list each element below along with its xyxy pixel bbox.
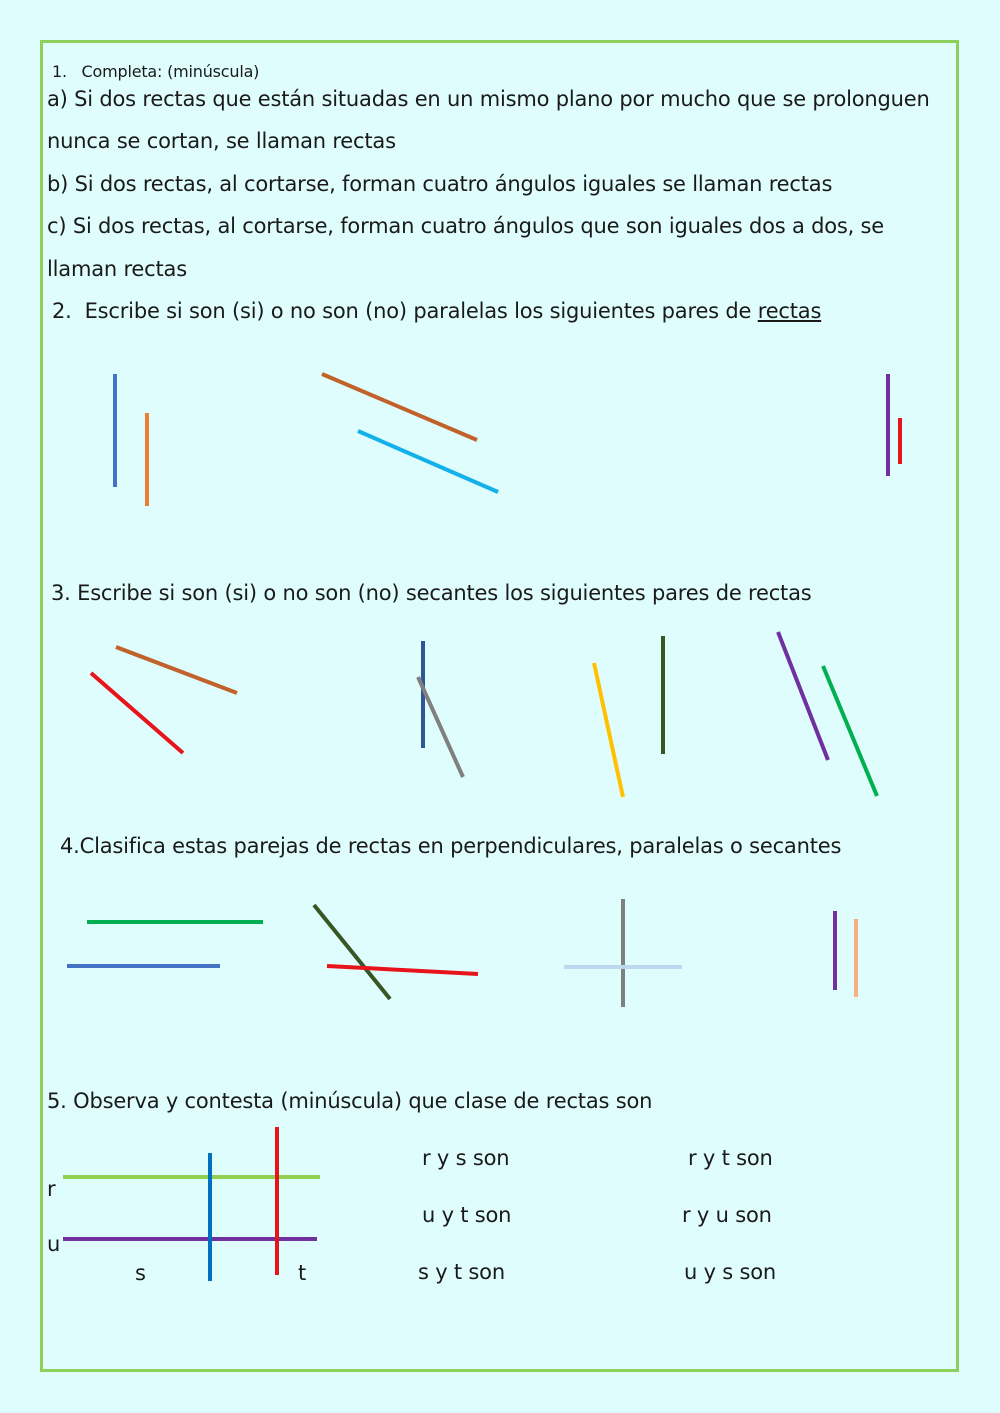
q5-number: 5. [47, 1089, 67, 1113]
q2-number: 2. [52, 299, 72, 323]
q3-pair1-line-b [91, 673, 183, 753]
q2-underlined-word: rectas [757, 299, 822, 323]
prompt-r-t: r y t son [688, 1146, 773, 1170]
q1-a-line1: a) Si dos rectas que están situadas en un mismo plano por mucho que se prolonguen [47, 87, 930, 111]
q4-number: 4. [60, 834, 80, 858]
q3-pair3-line-a [594, 663, 623, 797]
q2-pair2-line-b [358, 431, 498, 492]
q3-pair4-line-b [823, 666, 877, 796]
q3-number: 3. [51, 581, 71, 605]
prompt-u-s: u y s son [684, 1260, 777, 1284]
q2-text: Escribe si son (si) o no son (no) paralelas los siguientes pares de [84, 299, 752, 323]
q1-title: Completa: (minúscula) [81, 62, 260, 81]
q1-number: 1. [52, 62, 67, 81]
label-u: u [47, 1232, 61, 1256]
q2-pair2-line-a [322, 374, 477, 440]
q3-pair1-line-a [116, 647, 237, 693]
q3-pair4-line-a [778, 632, 828, 760]
q1-a-line2: nunca se cortan, se llaman rectas [47, 129, 396, 153]
q3-text: Escribe si son (si) o no son (no) secantes los siguientes pares de rectas [77, 581, 812, 605]
q1-b: b) Si dos rectas, al cortarse, forman cuatro ángulos iguales se llaman rectas [47, 172, 833, 196]
q1-c-line2: llaman rectas [47, 257, 187, 281]
label-s: s [135, 1261, 146, 1285]
q4-text: Clasifica estas parejas de rectas en perpendiculares, paralelas o secantes [79, 834, 842, 858]
q4-pair2-line-b [327, 966, 478, 974]
q1-c-line1: c) Si dos rectas, al cortarse, forman cuatro ángulos que son iguales dos a dos, se [47, 214, 885, 238]
label-t: t [298, 1261, 307, 1285]
q5-text: Observa y contesta (minúscula) que clase de rectas son [73, 1089, 653, 1113]
prompt-s-t: s y t son [418, 1260, 505, 1284]
label-r: r [47, 1177, 56, 1201]
prompt-r-u: r y u son [682, 1203, 772, 1227]
prompt-u-t: u y t son [422, 1203, 512, 1227]
q4-pair2-line-a [314, 905, 390, 999]
prompt-r-s: r y s son [422, 1146, 510, 1170]
